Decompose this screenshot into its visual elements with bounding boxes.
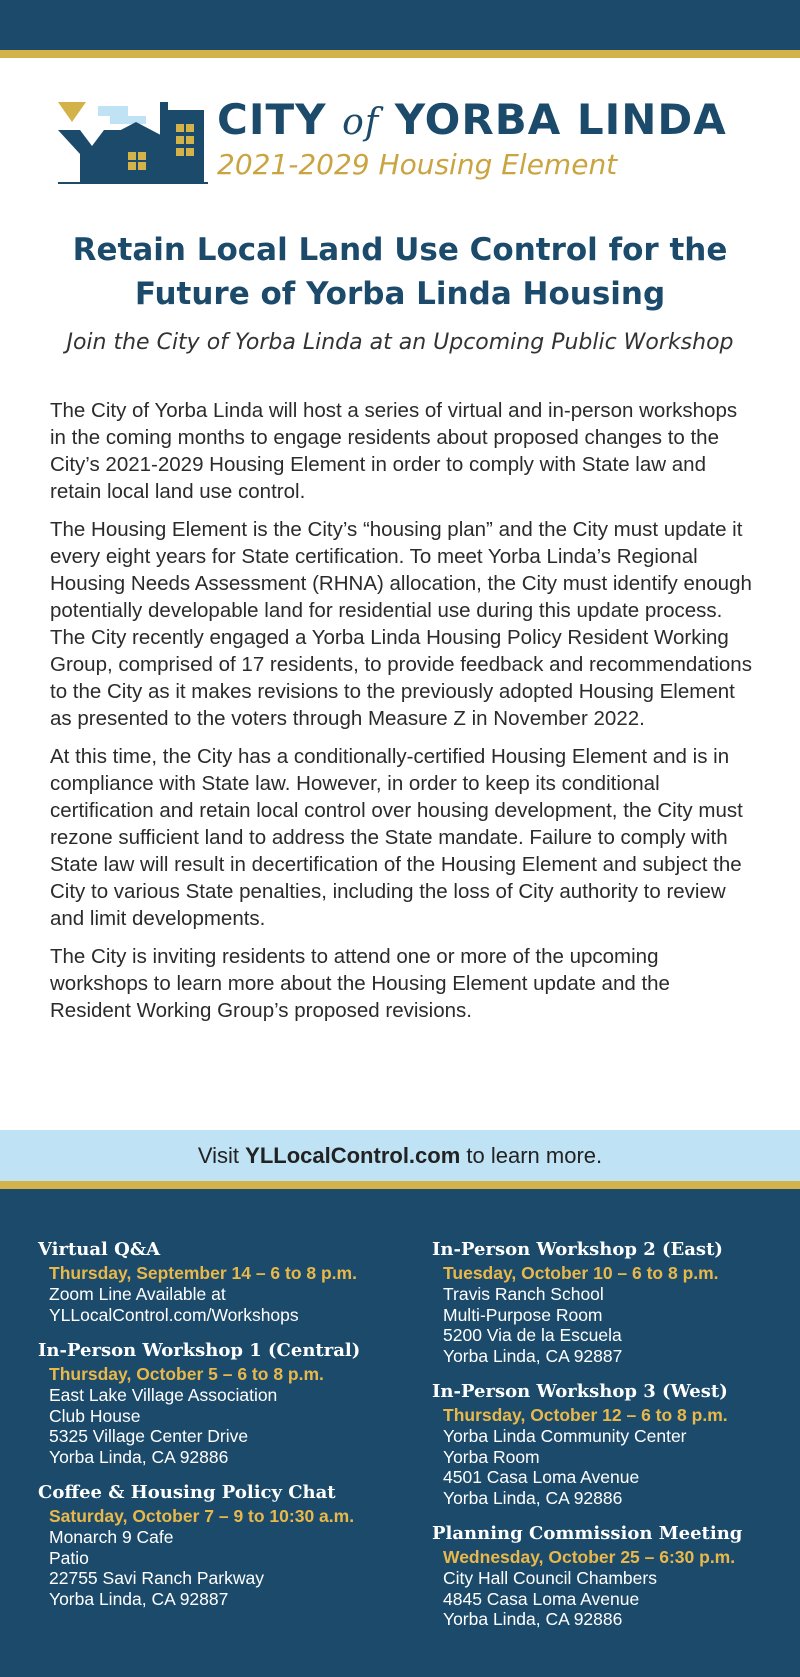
subtitle: Join the City of Yorba Linda at an Upcoming Public Workshop <box>66 330 734 355</box>
event-detail: Patio <box>49 1547 89 1568</box>
events-left-column <box>38 1238 398 1623</box>
event-planning-commission <box>432 1522 792 1630</box>
website-link[interactable]: YLLocalControl.com <box>245 1143 461 1168</box>
visit-suffix: to learn more. <box>460 1143 603 1168</box>
paragraph: The City is inviting residents to attend one or more of the upcoming workshops to learn more about the Housing Element update and the Resident Working Group’s proposed revisions. <box>50 945 670 1022</box>
logo-city-word: CITY <box>217 95 327 144</box>
event-workshop-3 <box>432 1380 792 1508</box>
event-workshop-1 <box>38 1339 398 1467</box>
event-date: Wednesday, October 25 – 6:30 p.m. <box>443 1547 736 1567</box>
house-logo-icon <box>58 102 208 184</box>
event-title: Coffee & Housing Policy Chat <box>38 1482 336 1503</box>
event-workshop-2 <box>432 1238 792 1366</box>
event-detail: 5200 Via de la Escuela <box>443 1325 622 1345</box>
event-detail: Club House <box>49 1405 141 1426</box>
event-detail: Yorba Linda, CA 92887 <box>49 1588 229 1609</box>
event-detail: 4501 Casa Loma Avenue <box>443 1467 640 1487</box>
event-detail: City Hall Council Chambers <box>443 1568 657 1588</box>
visit-prefix: Visit <box>197 1143 246 1168</box>
event-detail: Yorba Linda, CA 92886 <box>49 1446 229 1467</box>
event-detail: Yorba Linda, CA 92886 <box>443 1487 623 1508</box>
body-text <box>50 397 755 1035</box>
event-coffee-chat <box>38 1481 398 1609</box>
event-detail: YLLocalControl.com/Workshops <box>49 1304 299 1325</box>
event-date: Saturday, October 7 – 9 to 10:30 a.m. <box>49 1506 355 1526</box>
logo-yorba-linda: YORBA LINDA <box>394 95 727 144</box>
event-title: In-Person Workshop 2 (East) <box>432 1239 723 1260</box>
event-title: In-Person Workshop 3 (West) <box>432 1381 728 1402</box>
events-right-column <box>432 1238 792 1644</box>
event-detail: East Lake Village Association <box>49 1385 278 1405</box>
event-detail: Yorba Linda Community Center <box>443 1426 687 1446</box>
event-virtual-qa <box>38 1238 398 1325</box>
logo-city-name <box>217 96 727 147</box>
paragraph: The City of Yorba Linda will host a series of virtual and in-person workshops in the coming months to engage residents about proposed changes to the City’s 2021-2029 Housing Element in order to comply with State law and retain local land use control. <box>50 399 738 503</box>
event-detail: Zoom Line Available at <box>49 1284 226 1304</box>
event-detail: Travis Ranch School <box>443 1284 604 1304</box>
paragraph: At this time, the City has a conditionally-certified Housing Element and is in compliance with State law. However, in order to keep its conditional certification and retain local control over housing development, the City must rezone sufficient land to address the State mandate. Failure to comply with State law will result in decertification of the Housing Element and subject the City to various State penalties, including the loss of City authority to review and limit developments. <box>50 745 743 930</box>
event-detail: 22755 Savi Ranch Parkway <box>49 1568 264 1588</box>
event-date: Thursday, October 12 – 6 to 8 p.m. <box>443 1405 728 1425</box>
event-detail: Yorba Linda, CA 92887 <box>443 1345 623 1366</box>
event-detail: Monarch 9 Cafe <box>49 1527 174 1547</box>
logo-subtitle: 2021-2029 Housing Element <box>217 148 618 181</box>
title-line-2: Future of Yorba Linda Housing <box>134 276 666 312</box>
event-detail: Yorba Linda, CA 92886 <box>443 1609 623 1629</box>
event-detail: Yorba Room <box>443 1446 540 1467</box>
event-detail: 5325 Village Center Drive <box>49 1426 249 1446</box>
event-detail: 4845 Casa Loma Avenue <box>443 1588 640 1609</box>
page-title <box>40 228 760 316</box>
event-date: Thursday, October 5 – 6 to 8 p.m. <box>49 1364 324 1384</box>
logo-wordmark <box>217 96 727 183</box>
logo-of-word: of <box>342 102 380 143</box>
event-title: Planning Commission Meeting <box>432 1523 743 1544</box>
event-detail: Multi-Purpose Room <box>443 1304 603 1325</box>
top-banner-bar <box>0 0 800 50</box>
top-gold-stripe <box>0 50 800 58</box>
event-title: In-Person Workshop 1 (Central) <box>38 1340 361 1361</box>
event-title: Virtual Q&A <box>38 1239 161 1260</box>
paragraph: The Housing Element is the City’s “housing plan” and the City must update it every eight years for State certification. To meet Yorba Linda’s Regional Housing Needs Assessment (RHNA) allocation, the City must identify enough potentially developable land for residential use during this update process. The City recently engaged a Yorba Linda Housing Policy Resident Working Group, comprised of 17 residents, to provide feedback and recommendations to the City as it makes revisions to the previously adopted Housing Element as presented to the voters through Measure Z in November 2022. <box>50 518 752 730</box>
title-line-1: Retain Local Land Use Control for the <box>72 232 728 268</box>
mid-gold-stripe <box>0 1181 800 1189</box>
event-date: Thursday, September 14 – 6 to 8 p.m. <box>49 1263 357 1283</box>
visit-banner <box>0 1130 800 1181</box>
events-panel <box>0 1189 800 1677</box>
event-date: Tuesday, October 10 – 6 to 8 p.m. <box>443 1263 719 1283</box>
